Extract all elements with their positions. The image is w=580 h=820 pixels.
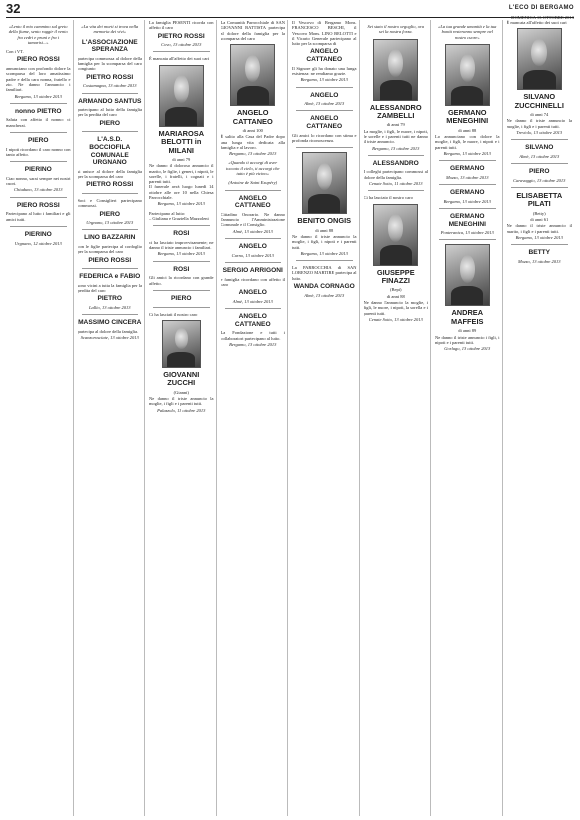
divider [153,51,210,52]
deceased-name: GIUSEPPE FINAZZI [376,267,415,286]
deceased-name: ROSI [173,265,190,273]
notice-place-date: Bergamo, 13 ottobre 2013 [157,201,205,207]
notice-text: con le figlie partecipa al cordoglio per la scomparsa del caro [77,243,142,255]
divider [511,139,569,140]
portrait-face [174,75,189,103]
notice-place-date: Bergamo, 13 ottobre 2013 [372,145,420,151]
notice [149,266,214,286]
notice [78,136,143,189]
column-1 [6,20,74,816]
deceased-name: ANDREA MAFFEIS [451,308,484,326]
notice [364,39,429,151]
deceased-age: di anni 88 [386,293,405,299]
deceased-name: PIERO [99,210,121,218]
notice [149,312,214,413]
deceased-name: ALESSANDRO [372,159,419,167]
divider [511,244,569,245]
notice-text: Saluta con affetto il nonno: ci mancherai. [6,117,71,128]
portrait-photo [162,320,201,368]
divider [511,187,569,188]
notice [292,152,357,256]
notice-text: La famiglia PESENTI ricorda con affetto il caro [149,20,214,31]
notice [292,92,357,107]
notice [292,265,357,298]
notice [292,115,357,143]
deceased-name: PIETRO ROSSI [157,32,205,40]
masthead-name: L'ECO DI BERGAMO [508,5,574,11]
notice [364,160,429,186]
deceased-name: nonno PIETRO [14,107,62,115]
organization-name: L'ASSOCIAZIONE SPERANZA [81,38,138,54]
divider [82,193,139,194]
notice [364,195,429,322]
notice [78,198,143,225]
quote: «Quando ti accorgi di aver toccato il cielo, ti accorgi che tutto è più vicino» [225,160,280,177]
portrait-photo [373,39,418,101]
notice [435,213,500,235]
page-number: 32 [6,1,21,16]
divider [153,261,210,262]
deceased-name: PIETRO [97,295,123,303]
notice-place-date: Bergamo, 13 ottobre 2013 [157,251,205,257]
notice-place-date: Cenate Sotto, 11 ottobre 2013 [368,181,423,187]
notice [149,295,214,303]
notice [221,20,286,156]
notice [78,98,143,128]
notice [435,244,500,351]
portrait-shoulders [380,245,412,264]
column-2 [78,20,146,816]
divider [82,314,139,315]
deceased-name: GERMANO MENEGHINI [448,212,486,228]
notice-text: I colleghi partecipano commossi al dolore della famiglia. [363,169,428,180]
deceased-name: ANGELO [238,289,267,297]
deceased-name: BETTY [528,249,551,257]
column-8 [507,20,575,816]
notice-text: ci ha lasciato improvvisamente; ne danno il triste annuncio i familiari. [149,239,214,251]
notice-text: Gli amici la ricordano con grande affetto. [149,275,214,286]
notice [435,189,500,204]
notice [435,165,500,180]
notice-text: Ci ha lasciato il nostro caro [363,195,413,201]
deceased-name: PIERO [528,168,550,176]
sender-name: MASSIMO CINCERA [78,319,142,327]
page-header [6,2,574,18]
column-4 [221,20,289,816]
portrait-shoulders [167,352,195,367]
deceased-name: PIERO [170,294,192,302]
deceased-name: PIERO [27,137,49,145]
portrait-face [531,39,547,67]
notice-place-date: Bergamo, 13 ottobre 2013 [300,250,348,256]
notice-place-date: Bergamo, 13 ottobre 2013 [229,341,277,347]
divider [439,160,496,161]
notice [292,20,357,83]
notice [6,108,71,128]
deceased-nickname: (Betty) [532,210,546,216]
notice-place-date: Caravaggio, 13 ottobre 2013 [513,177,566,183]
notice-text: Il Signore gli ha donato una lunga esistenza: ne rendiamo grazie. [292,65,357,76]
sender-name: ARMANDO SANTUS [78,97,142,105]
divider [368,190,425,191]
notice [78,319,143,340]
obituary-columns [6,20,574,816]
notice-text: Soci e Consiglieri partecipano commossi. [77,197,142,209]
divider [82,229,139,230]
notice-text: Ne danno l'annuncio la moglie, i figli, le nuore, i nipoti, la sorella e i parenti tutti. [363,300,428,316]
notice-place-date: Mozzo, 13 ottobre 2013 [517,258,561,264]
notice-place-date: Gorlago, 13 ottobre 2013 [444,346,491,352]
notice-text: sono vicini a tutta la famiglia per la perdita del caro [77,282,142,294]
notice-place-date: Palazzolo, 11 ottobre 2013 [157,407,206,413]
deceased-name: PIERINO [24,230,52,238]
portrait-shoulders [451,286,483,305]
portrait-photo [445,44,490,106]
divider [10,197,67,198]
portrait-face [317,163,332,191]
divider [439,239,496,240]
notice-text: È mancata all'affetto dei suoi cari [149,56,210,62]
caption: Con i VT. [6,49,24,55]
deceased-age: di anni 79 [386,122,405,128]
portrait-photo [230,44,275,106]
column-3 [149,20,217,816]
notice-text: È mancata all'affetto dei suoi cari [506,20,567,25]
deceased-name: ANGELO CATTANEO [232,108,273,126]
notice-text: Ciao nonno, sarai sempre nei nostri cuori. [6,175,71,187]
notice-text: e famiglia ricordano con affetto il caro [220,276,285,287]
deceased-nickname: (Gianni) [173,389,189,395]
notice-place-date: Bergamo, 13 ottobre 2013 [515,235,563,241]
column-7 [435,20,503,816]
notice-text: Cittadino Onorario. Ne danno l'annuncio l'Amministrazione Comunale e il Consiglio. [220,211,285,228]
notice-text: annunciano con profondo dolore la scomparsa del loro amatissimo padre e della cara nonna, fratello e zio. Ne danno l'annuncio i familiari. [6,66,71,93]
notice-place-date: Ponteranica, 13 ottobre 2013 [440,230,494,236]
masthead-date: DOMENICA 13 OTTOBRE 2013 [511,14,574,20]
portrait-face [460,54,475,82]
deceased-age: di anni 61 [530,217,549,223]
quote: Sei stato il nostro orgoglio, ora sei la nostra forza. [367,24,424,35]
notice [221,195,286,234]
notice-place-date: Bergamo, 13 ottobre 2013 [443,150,491,156]
notice-text: La Fondazione e tutti i collaboratori partecipano al lutto. [220,330,285,341]
deceased-name: WANDA CORNAGO [293,283,355,291]
portrait-photo [373,204,418,266]
notice-text: Ne danno il triste annuncio la moglie, i figli, i nipoti e i parenti tutti. [292,233,357,250]
portrait-face [460,255,475,283]
deceased-age: di anni 88 [315,227,334,233]
portrait-shoulders [451,86,483,105]
notice-text: Partecipano al lutto i familiari e gli amici tutti. [6,211,71,222]
deceased-name: PIETRO ROSSI [86,73,134,81]
notice-place-date: Almè, 13 ottobre 2013 [232,228,273,234]
deceased-age: di anni 79 [172,157,191,162]
notice-text: partecipano al lutto della famiglia per la perdita del caro [77,107,142,118]
deceased-name: GERMANO [450,189,485,197]
notice [6,202,71,222]
divider [511,163,569,164]
divider [153,225,210,226]
notice [78,273,143,310]
notice [221,313,286,347]
quote: «La tua grande umanità e la tua bontà resteranno sempre nel nostro cuore» [438,24,497,40]
deceased-name: ANGELO CATTANEO [306,115,343,131]
deceased-name: ROSI [173,230,190,238]
divider [153,290,210,291]
portrait-shoulders [165,107,197,126]
notice-place-date: Bergamo, 13 ottobre 2013 [300,77,348,83]
deceased-name: PIERO [99,119,121,127]
portrait-face [388,214,403,242]
notice [149,211,214,222]
notice-text: Il Vescovo di Bergamo Mons. FRANCESCO BESCHI, il Vescovo Mons. LINO BELOTTI e il Vicario Generale partecipano al lutto per la scomparsa di [292,20,357,47]
notice [507,249,573,264]
deceased-name: PIETRO ROSSI [86,181,134,189]
portrait-shoulders [237,86,269,105]
deceased-name: ALESSANDRO ZAMBELLI [369,102,422,120]
notice-place-date: Treviolo, 13 ottobre 2013 [516,130,563,135]
deceased-name: BENITO ONGIS [297,216,352,226]
notice-place-date: Urgnano, 13 ottobre 2013 [86,220,134,226]
deceased-name: GERMANO [450,165,485,173]
divider [296,110,353,111]
notice-text: Ne danno il triste annuncio i figli, i nipoti e i parenti tutti. [435,334,500,345]
masthead [509,3,574,21]
divider [10,161,67,162]
notice-text: Gli amici lo ricordano con stima e profonda riconoscenza. [292,132,357,143]
divider [368,155,425,156]
portrait-shoulders [308,194,340,213]
deceased-name: ELISABETTA PILATI [516,191,563,209]
divider [10,132,67,133]
divider [296,147,353,148]
notice-place-date: Bergamo, 13 ottobre 2013 [229,151,277,157]
notice [507,192,573,240]
portrait-photo [159,65,204,127]
column-5 [292,20,360,816]
notice [149,56,214,206]
notice-place-date: Covo, 13 ottobre 2013 [161,42,202,48]
notice [78,39,143,89]
notice [6,231,71,246]
portrait-shoulders [380,80,412,99]
deceased-name: GIOVANNI ZUCCHI [163,369,200,388]
notice-text: partecipa commossa al dolore della famiglia per la scomparsa del caro congiunto [77,55,142,72]
notice-place-date: Almè, 13 ottobre 2013 [304,292,345,298]
notice [507,144,573,159]
notice-text: Partecipano al lutto: [149,210,186,216]
notice [221,267,286,304]
notice [78,234,143,264]
notice-place-date: Mozzo, 13 ottobre 2013 [445,174,489,180]
notice [435,44,500,156]
notice-text: Ne danno il doloroso annuncio il marito, le figlie, i generi, i nipoti, le sorelle, i fratelli, i cognati e i parenti tutti. [149,163,214,185]
notice [221,243,286,258]
deceased-name: ANGELO CATTANEO [306,48,343,64]
divider [225,190,282,191]
deceased-age: di anni 100 [242,128,263,133]
notice-place-date: Urgnano, 12 ottobre 2013 [14,240,62,246]
deceased-name: PIERINO [24,166,52,174]
portrait-face [388,49,403,77]
notice-place-date: Almè, 13 ottobre 2013 [304,101,345,107]
divider [439,184,496,185]
notice-place-date: Scanzorosciate, 13 ottobre 2013 [80,335,139,341]
notice-place-date: Lallio, 13 ottobre 2013 [88,304,131,310]
portrait-face [175,328,188,349]
deceased-age: di anni 74 [530,112,549,118]
divider [225,262,282,263]
notice-text: Lo annunciano con dolore la moglie, i figli, le nuore, i nipoti e i parenti tutti. [435,134,500,150]
deceased-name: PIERO ROSSI [88,256,132,264]
deceased-name: ANGELO [310,91,339,99]
notice [507,168,573,183]
notice-text: Ne danno il triste annuncio la moglie, i figli e i parenti tutti. [149,395,214,407]
notice-text: È salito alla Casa del Padre dopo una lunga vita dedicata alla famiglia e al lavoro. [220,134,285,150]
divider [10,103,67,104]
notice-place-date: Bergamo, 13 ottobre 2013 [14,93,62,99]
notice [507,20,573,135]
deceased-name: SILVANO ZUCCHINELLI [514,92,564,110]
deceased-name: PIERO ROSSI [16,56,60,64]
notice [6,56,71,98]
notice-place-date: Almè, 13 ottobre 2013 [519,153,560,159]
column-6 [364,20,432,816]
deceased-name: SILVANO [525,144,554,152]
deceased-name: ANGELO CATTANEO [234,194,271,210]
divider [296,87,353,88]
notice-text: Ci ha lasciati il nostro caro [149,311,198,317]
notice-text: partecipa al dolore della famiglia. [77,328,139,334]
deceased-name: GERMANO MENEGHINI [446,107,489,126]
portrait-photo [445,244,490,306]
divider [296,260,353,261]
divider [82,93,139,94]
sender-name: LINO BAZZARIN [84,234,136,242]
notice [6,137,71,157]
deceased-age: di anni 89 [458,328,477,334]
quote: «La vita dei morti si trova nella memoria dei vivi» [81,24,139,35]
quote-author: (Antoine de Saint Exupéry) [228,180,278,186]
notice-text: La moglie, i figli, le nuore, i nipoti, le sorelle e i parenti tutti ne danno il triste annuncio. [363,128,428,145]
quote: «Lento il mio cammino sul greto della fiume, sento ruggir il vento fra cedri e pruni e fra i tamarisi...» [8,24,68,45]
divider [225,308,282,309]
notice-text: Ne danno il triste annuncio la moglie, i figli e i parenti tutti. [506,118,572,129]
deceased-nickname: (Bepi) [390,287,402,293]
portrait-photo [302,152,347,214]
notice [149,230,214,256]
notice-place-date: Chiuduno, 13 ottobre 2013 [13,187,63,193]
notice [6,166,71,192]
notice-place-date: Costamagna, 13 ottobre 2013 [82,83,137,89]
notice-text: Ne danno il triste annuncio il marito, i figli e i parenti tutti. [506,223,572,234]
notice-place-date: Almè, 13 ottobre 2013 [232,298,273,304]
notice [149,20,214,47]
notice-text: La PARROCCHIA di SAN LORENZO MARTIRE partecipa al lutto. [292,265,357,281]
funeral-info: Il funerale avrà luogo lunedì 14 ottobre alle ore 10 nella Chiesa Parrocchiale. [149,184,214,201]
sender-name: FEDERICA e FABIO [79,273,141,281]
mourners-list: – Giuliana e Graziella Mazzoleni [149,215,209,221]
deceased-name: PIERO ROSSI [16,201,60,209]
organization-name: L'A.S.D. BOCCIOFILA COMUNALE URGNANO [89,136,131,167]
notice-text: La Comunità Parrocchiale di SAN GIOVANNI BATTISTA partecipa al dolore della famiglia per la scomparsa del caro [220,20,285,41]
notice-text: I nipoti ricordano il caro nonno con tanto affetto. [6,146,71,157]
portrait-photo [517,28,562,90]
deceased-name: MARIAROSA BELOTTI in MILANI [158,128,205,155]
deceased-name: ANGELO [238,243,267,251]
deceased-name: ANGELO CATTANEO [234,313,271,328]
notice-place-date: Curno, 13 ottobre 2013 [231,252,274,258]
divider [153,307,210,308]
divider [439,208,496,209]
portrait-face [245,55,260,83]
notice-place-date: Bergamo, 13 ottobre 2013 [443,198,491,204]
portrait-shoulders [523,70,556,89]
notice-place-date: Cenate Sotto, 13 ottobre 2013 [368,316,423,322]
deceased-age: di anni 88 [458,127,477,133]
divider [10,226,67,227]
sender-name: SERGIO ARRIGONI [222,266,283,274]
divider [225,238,282,239]
divider [82,131,139,132]
notice-text: si unisce al dolore della famiglia per la scomparsa del caro [77,168,142,180]
divider [82,268,139,269]
